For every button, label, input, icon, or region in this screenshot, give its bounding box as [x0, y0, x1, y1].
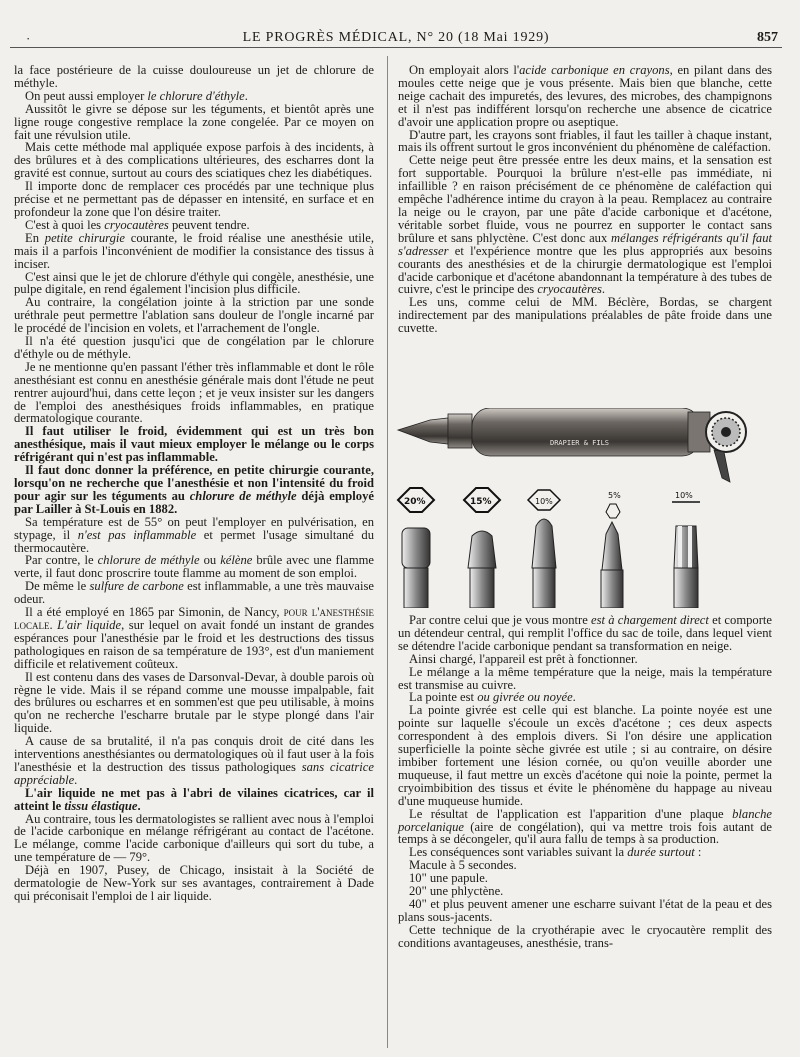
cryocautere-figure	[390, 408, 792, 608]
paragraph: Les uns, comme celui de MM. Béclère, Bordas, se chargent indirectement par des manipulations préalables de pâte froide dans une cuvette.	[398, 295, 772, 336]
paragraph: Les conséquences sont variables suivant la durée surtout :	[409, 845, 702, 860]
maker-label: DRAPIER & FILS	[550, 439, 610, 447]
paragraph: Déjà en 1907, Pusey, de Chicago, insistait à la Société de dermatologie de New-York sur ses avantages, contrairement à Dade qui préconisait l'emploi de l air liquide.	[14, 863, 374, 903]
paragraph: C'est ainsi que le jet de chlorure d'éthyle qui congèle, anesthésie, une pulpe digitale, en rend également l'incision plus difficile.	[14, 269, 374, 297]
list-item: 10" une papule.	[409, 871, 488, 886]
paragraph: Ainsi chargé, l'appareil est prêt à fonctionner.	[409, 651, 638, 666]
paragraph: Au contraire, la congélation jointe à la striction par une sonde uréthrale peut permettre l'ablation sans douleur de l'ongle incarné par le procédé de l'incision en volets, et l'arrachement de l'ongle.	[14, 295, 374, 336]
paragraph: Cette technique de la cryothérapie avec le cryocautère remplit des conditions avantageuses, anesthésie, trans-	[398, 922, 772, 950]
paragraph: L'air liquide ne met pas à l'abri de vilaines cicatrices, car il atteint le tissu élastique.	[14, 785, 374, 813]
column-divider	[387, 56, 388, 1048]
paragraph: Il est contenu dans des vases de Darsonval-Devar, à double parois où règne le vide. Mais il se répand comme une mousse impalpable, fait des brûlures ou escharres et en sommen'est que peu utilisable, à moins qu'on ne recherche l'escharre brutale par le stype plongé dans l'air liquide.	[14, 669, 374, 736]
tip-label: 10%	[675, 491, 693, 500]
paragraph: la face postérieure de la cuisse douloureuse un jet de chlorure de méthyle.	[14, 63, 374, 90]
paragraph: A cause de sa brutalité, il n'a pas conquis droit de cité dans les interventions anesthésiantes ou dermatologiques où il faut user à la fois l'anesthésie et la destruction des tissus pathologiques sans cicatrice appréciable.	[14, 734, 374, 787]
paragraph: Au contraire, tous les dermatologistes se rallient avec nous à l'emploi de l'acide carbonique en mélange réfrigérant au contact de l'acétone. Le mélange, comme l'acide carbonique d'ailleurs qui sort du tube, a une température de — 79°.	[14, 811, 374, 865]
list-item: 20" une phlyctène.	[409, 884, 504, 899]
tip-10-flat	[672, 491, 700, 608]
paragraph: On peut aussi employer le chlorure d'éthyle.	[25, 88, 248, 103]
page-header	[10, 29, 782, 48]
paragraph: Sa température est de 55° on peut l'employer en pulvérisation, en stypage, il n'est pas inflammable et permet l'usage simultané du thermocautère.	[14, 514, 374, 555]
tip-5	[601, 491, 623, 608]
paragraph: Il faut donc donner la préférence, en petite chirurgie courante, lorsqu'on ne recherche que l'anesthésie et non l'intensité du froid pour agir sur les téguments au chlorure de méthyle déjà employé par Lailler à St-Louis en 1882.	[14, 463, 374, 516]
paragraph: La pointe givrée est celle qui est blanche. La pointe noyée est une pointe sur laquelle s'écoule un excès d'acétone ; ces deux aspects correspondent à des emplois divers. Si l'on désire une application superficielle la pointe sèche givrée est utile ; si au contraire, on désire imbiber fortement une lésion cornée, ou qu'on veuille aborder une muqueuse, il faut mettre un excès d'acétone qui noie la pointe, permet la cryoimbibition des tissus et évite le phénomène du happage au niveau d'une muqueuse humide.	[398, 703, 772, 808]
paragraph: Par contre celui que je vous montre est à chargement direct et comporte un détendeur central, qui remplit l'office du sac de toile, dans lequel vient se détendre l'acide carbonique pendant sa transformation en neige.	[398, 613, 772, 653]
tip-15	[464, 488, 500, 608]
paragraph: Cette neige peut être pressée entre les deux mains, et la sensation est fort supportable. Pourquoi la brûlure n'est-elle pas immédiate, ni infaillible ? en raison précisément de ce phénomène de caléfaction qui empêche l'adhérence intime du crayon à la peau. Remplacez au contraire la neige ou le crayon, par une pâte d'acide carbonique et d'acétone, véritable sorbet fluide, vous ne pourrez en supporter le contact sans brûlure et sans phlyctène. C'est donc aux mélanges réfrigérants qu'il faut s'adresser et l'expérience montre que les plus appropriés aux besoins courants des anesthésies et de la chirurgie dermatologique est l'emploi d'acide carbonique et d'acétone abandonnant la température à des tubes de cuivre, c'est le principe des cryocautères.	[398, 153, 773, 297]
list-item: Macule à 5 secondes.	[409, 858, 517, 873]
paragraph: Aussitôt le givre se dépose sur les téguments, et bientôt après une ligne rouge congestive remplace la zone congelée. Par ce moyen on fait une révulsion utile.	[14, 101, 374, 142]
paragraph: De même le sulfure de carbone est inflammable, a une très mauvaise odeur.	[14, 579, 374, 607]
tip-label: 10%	[535, 497, 553, 506]
paragraph: Le mélange a la même température que la neige, mais la température est transmise au cuivre.	[398, 664, 772, 692]
paragraph: Mais cette méthode mal appliquée expose parfois à des incidents, à des brûlures et à des complications ultérieures, des escharres dont la gravité est connue, surtout au cours des sciatiques chez les diabétiques.	[14, 140, 374, 181]
paragraph: Il faut utiliser le froid, évidemment qui est un très bon anesthésique, mais il vaut mieux employer le mélange ou le corps réfrigérant qui n'est pas inflammable.	[14, 424, 374, 465]
tip-20	[398, 488, 434, 608]
paragraph: Il a été employé en 1865 par Simonin, de Nancy, pour l'anesthésie locale. L'air liquide, sur lequel on avait fondé un instant de grandes espérances pour l'anesthésie par le froid et les destructions des tissus pathologiques en raison de sa température de 193°, est d'un maniement difficile et relativement coûteux.	[14, 605, 374, 671]
duration-list	[398, 859, 772, 924]
paragraph: Il importe donc de remplacer ces procédés par une technique plus précise et ne permettant pas de dépasser en intensité, en surface et en profondeur la zone que l'on désire traiter.	[14, 179, 374, 219]
paragraph: On employait alors l'acide carbonique en crayons, en pilant dans des moules cette neige que je vous présente. Mais bien que blanche, cette neige cachait des impuretés, des levures, des microbes, des champignons et il n'est pas indifférent lorsqu'on recherche une absence de cicatrice d'avoir une application propre ou aseptique.	[398, 63, 772, 129]
right-column-bottom	[398, 614, 772, 950]
paragraph: Par contre, le chlorure de méthyle ou kélène brûle avec une flamme verte, il faut donc proscrire toute flamme au moment de son emploi.	[14, 553, 375, 581]
list-item: 40" et plus peuvent amener une escharre suivant l'état de la peau et des plans sous-jacents.	[398, 896, 772, 924]
tip-10	[528, 490, 560, 608]
paragraph: La pointe est ou givrée ou noyée.	[409, 690, 576, 705]
tip-label: 5%	[608, 491, 621, 500]
right-column-top	[398, 64, 772, 335]
tip-label: 20%	[404, 497, 426, 507]
paragraph: Je ne mentionne qu'en passant l'éther très inflammable et dont le rôle anesthésiant est connu en anesthésie générale mais dont l'étude ne peut rentrer aujourd'hui, dans cette leçon ; et je veux insister sur les dangers de l'emploi des anesthésiques froids inflammables, en pratique dermatologique courante.	[14, 359, 374, 426]
paragraph: D'autre part, les crayons sont friables, il faut les tailler à chaque instant, mais ils offrent surtout le gros inconvénient du phénomène de caléfaction.	[398, 127, 772, 155]
cryocautere-illustration	[390, 408, 792, 608]
paragraph: Le résultat de l'application est l'apparition d'une plaque blanche porcelanique (aire de congélation), qui va mettre trois fois autant de temps à se décongeler, qu'il aura fallu de temps à sa production.	[398, 806, 772, 847]
paragraph: C'est à quoi les cryocautères peuvent tendre.	[25, 217, 250, 232]
header-mark: ·	[26, 31, 31, 46]
paragraph: Il n'a été question jusqu'ici que de congélation par le chlorure d'éthyle ou de méthyle.	[14, 334, 374, 361]
device-body	[398, 408, 746, 482]
tip-label: 15%	[470, 497, 492, 507]
page-number: 857	[757, 30, 778, 45]
paragraph: En petite chirurgie courante, le froid réalise une anesthésie utile, mais il a parfois l'inconvénient de modifier la consistance des tissus à inciser.	[14, 230, 374, 271]
left-column	[14, 64, 374, 903]
journal-title: LE PROGRÈS MÉDICAL, N° 20 (18 Mai 1929)	[242, 30, 550, 45]
